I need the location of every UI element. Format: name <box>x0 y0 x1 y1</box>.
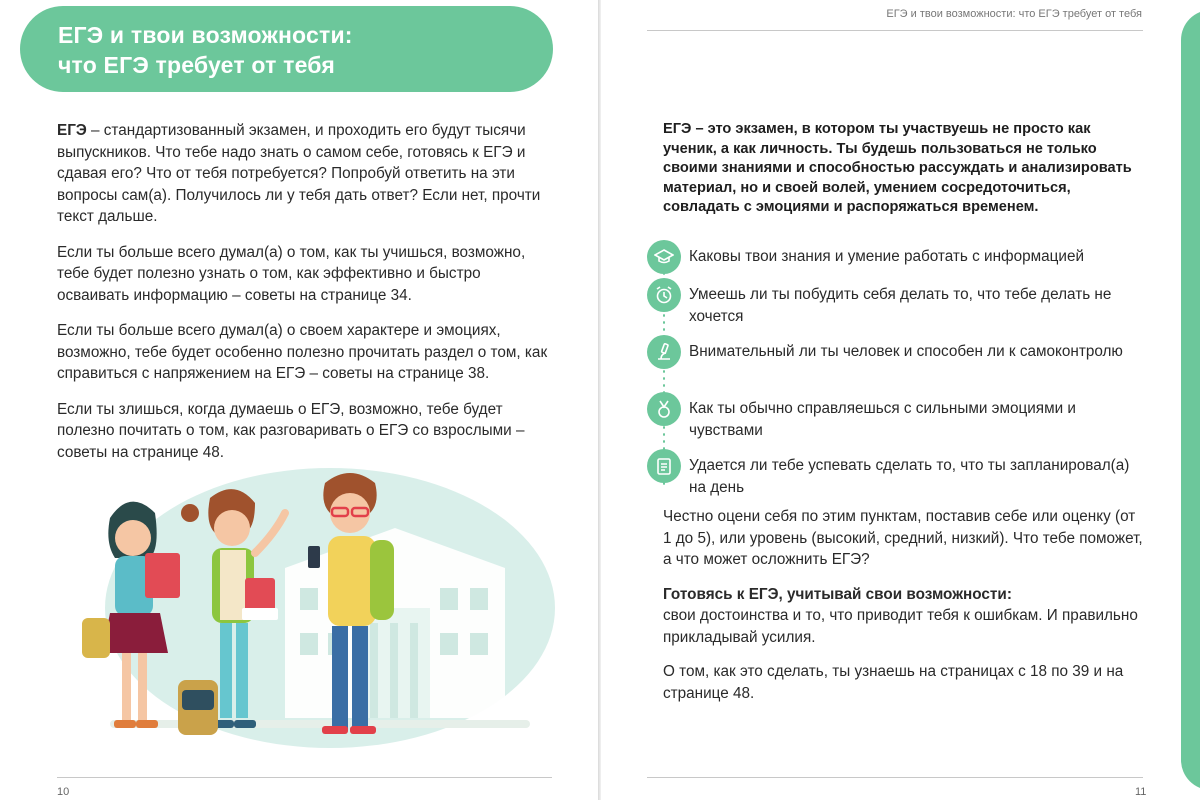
alarm-clock-icon <box>647 278 681 312</box>
criteria-list <box>647 240 1147 496</box>
right-page <box>601 0 1200 800</box>
paragraph-emotions: Если ты больше всего думал(а) о своем характере и эмоциях, возможно, тебе будет особенно полезно прочитать раздел о том, как справиться с напряжением на ЕГЭ – советы на странице 38. <box>57 322 548 382</box>
criteria-text: Каковы твои знания и умение работать с информацией <box>689 248 1085 265</box>
microscope-icon <box>647 335 681 369</box>
intro-bold-paragraph: ЕГЭ – это экзамен, в котором ты участвуешь не просто как ученик, а как личность. Ты будешь пользоваться не только своими знаниями и способностью рассуждать и анализировать материал, но и своей волей, умением сосредоточиться, совладать с эмоциями и распоряжаться временем. <box>663 121 1132 215</box>
criteria-text: Умеешь ли ты побудить себя делать то, что тебе делать не хочется <box>689 286 1112 325</box>
prepare-heading: Готовясь к ЕГЭ, учитывай свои возможности: <box>663 585 1012 603</box>
section-title-banner <box>20 6 553 92</box>
footer-divider <box>647 777 1143 778</box>
left-body-text <box>57 120 557 477</box>
criteria-text: Удается ли тебе успевать сделать то, что ты запланировал(а) на день <box>689 457 1130 496</box>
students-illustration <box>70 458 560 758</box>
page-number-right: 11 <box>1135 786 1147 798</box>
paragraph-prepare <box>663 584 1143 649</box>
prepare-text: свои достоинства и то, что приводит тебя к ошибкам. И правильно прикладывай усилия. <box>663 607 1138 646</box>
right-body-text <box>663 506 1143 717</box>
criteria-text: Как ты обычно справляешься с сильными эмоциями и чувствами <box>689 400 1076 439</box>
paragraph-study: Если ты больше всего думал(а) о том, как ты учишься, возможно, тебе будет полезно узнать о том, как эффективно и быстро осваивать информацию – советы на странице 34. <box>57 243 526 304</box>
left-page <box>0 0 598 800</box>
medal-icon <box>647 392 681 426</box>
paragraph-self-rating: Честно оцени себя по этим пунктам, поставив себе или оценку (от 1 до 5), или уровень (высокий, средний, низкий). Что тебе поможет, а что может осложнить ЕГЭ? <box>663 508 1143 568</box>
page-number-left: 10 <box>57 786 70 798</box>
paragraph-intro <box>57 120 557 228</box>
term-ege: ЕГЭ <box>57 122 87 139</box>
clipboard-icon <box>647 449 681 483</box>
criteria-text: Внимательный ли ты человек и способен ли к самоконтролю <box>689 343 1123 360</box>
header-divider <box>647 30 1143 31</box>
graduation-cap-icon <box>647 240 681 274</box>
section-title-line1: ЕГЭ и твои возможности: <box>58 22 353 48</box>
running-header: ЕГЭ и твои возможности: что ЕГЭ требует от тебя <box>886 8 1142 20</box>
paragraph-anger: Если ты злишься, когда думаешь о ЕГЭ, возможно, тебе будет полезно почитать о том, как разговаривать о ЕГЭ со взрослыми – советы на странице 48. <box>57 400 525 461</box>
footer-divider <box>57 777 552 778</box>
section-title-line2: что ЕГЭ требует от тебя <box>58 52 336 78</box>
next-page-edge <box>1181 10 1200 790</box>
paragraph-pages: О том, как это сделать, ты узнаешь на страницах с 18 по 39 и на странице 48. <box>663 663 1124 702</box>
paragraph-intro-text: – стандартизованный экзамен, и проходить его будут тысячи выпускников. Что тебе надо знать о самом себе, готовясь к ЕГЭ и сдавая его? Что от тебя потребуется? Попробуй ответить на эти вопросы сам(а). Получилось ли у тебя дать ответ? Если нет, прочти текст дальше. <box>57 122 541 225</box>
